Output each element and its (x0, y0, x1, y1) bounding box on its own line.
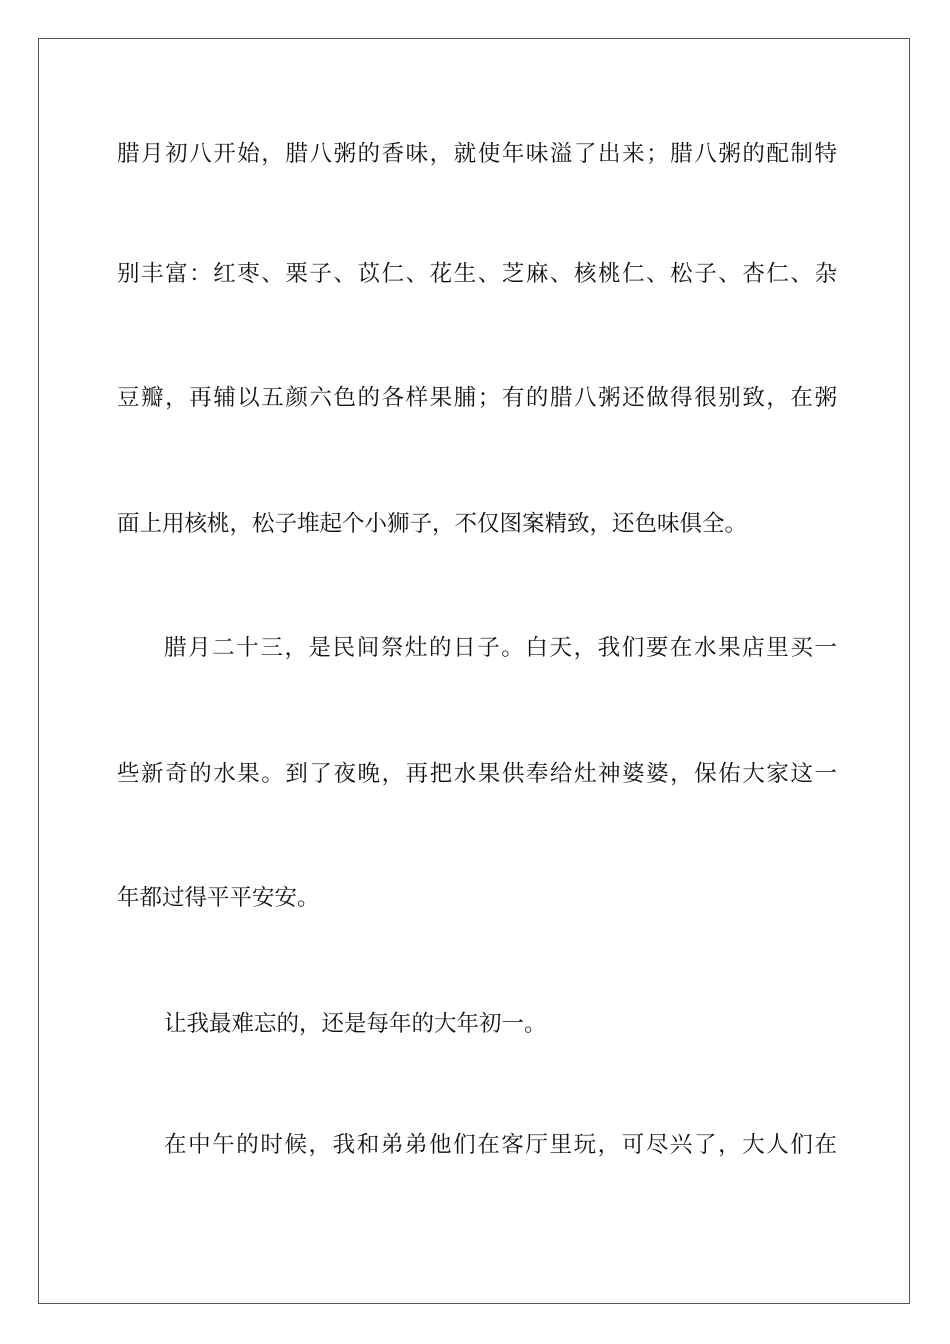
text-line-1: 腊月初八开始，腊八粥的香味，就使年味溢了出来；腊八粥的配制特 (117, 141, 837, 167)
text-line-3: 豆瓣，再辅以五颜六色的各样果脯；有的腊八粥还做得很别致，在粥 (117, 385, 837, 411)
text-line-7: 年都过得平平安安。 (117, 885, 320, 911)
text-line-2: 别丰富：红枣、栗子、苡仁、花生、芝麻、核桃仁、松子、杏仁、杂 (117, 261, 837, 287)
text-line-5: 腊月二十三，是民间祭灶的日子。白天，我们要在水果店里买一 (164, 635, 837, 661)
text-line-4: 面上用核桃，松子堆起个小狮子，不仅图案精致，还色味俱全。 (117, 511, 748, 537)
text-line-6: 些新奇的水果。到了夜晚，再把水果供奉给灶神婆婆，保佑大家这一 (117, 761, 837, 787)
text-line-9: 在中午的时候，我和弟弟他们在客厅里玩，可尽兴了，大人们在 (164, 1132, 837, 1158)
page-border (38, 38, 910, 1304)
text-line-8: 让我最难忘的，还是每年的大年初一。 (164, 1011, 547, 1037)
